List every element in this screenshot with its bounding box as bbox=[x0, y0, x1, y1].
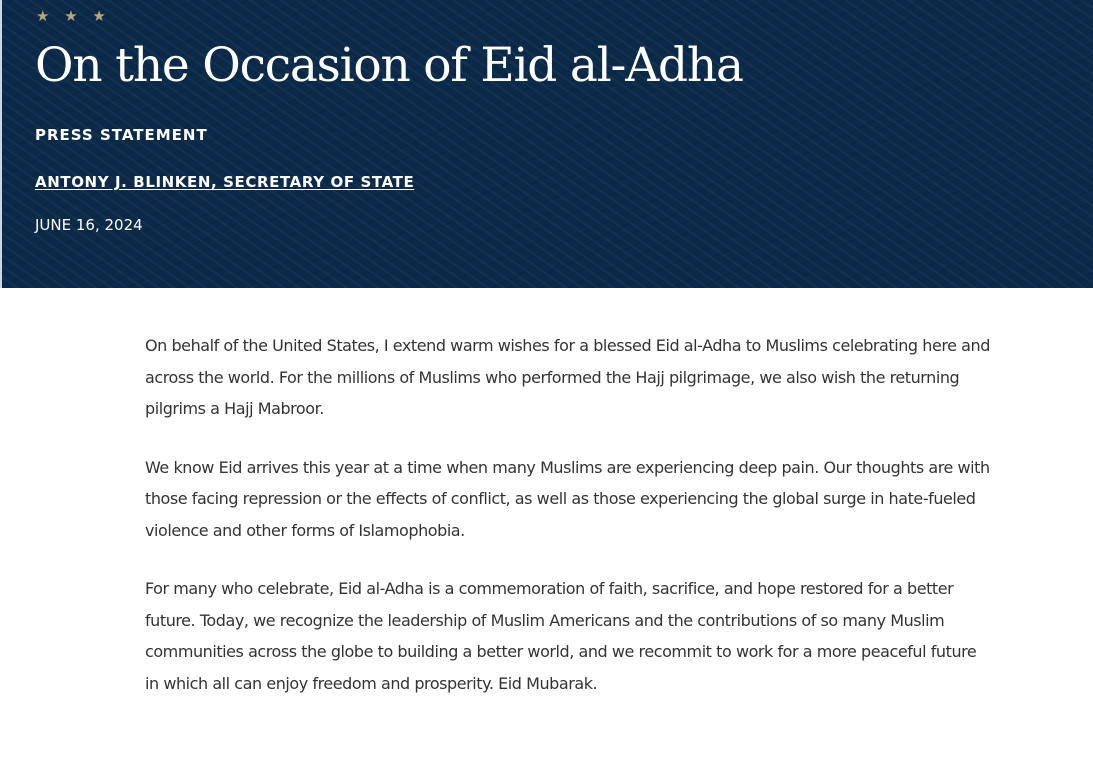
article-header-banner bbox=[0, 0, 1093, 288]
article-paragraph: For many who celebrate, Eid al-Adha is a commemoration of faith, sacrifice, and hope restored for a better future. Today, we recognize the leadership of Muslim Americans and the contributions of so many Muslim communities across the globe to building a better world, and we recommit to work for a more peaceful future in which all can enjoy freedom and prosperity. Eid Mubarak. bbox=[145, 579, 977, 693]
article-type-label: PRESS STATEMENT bbox=[35, 126, 208, 144]
publish-date: JUNE 16, 2024 bbox=[35, 216, 143, 234]
author-link[interactable]: ANTONY J. BLINKEN, SECRETARY OF STATE bbox=[35, 173, 415, 191]
article-paragraph: We know Eid arrives this year at a time when many Muslims are experiencing deep pain. Our thoughts are with those facing repression or the effects of conflict, as well as those experiencing the global surge in hate-fueled violence and other forms of Islamophobia. bbox=[145, 457, 990, 540]
page-title: On the Occasion of Eid al-Adha bbox=[35, 38, 743, 93]
banner-left-rule bbox=[0, 0, 2, 288]
article-body bbox=[145, 330, 993, 726]
article-paragraph: On behalf of the United States, I extend warm wishes for a blessed Eid al-Adha to Muslims celebrating here and across the world. For the millions of Muslims who performed the Hajj pilgrimage, we also wish the returning pilgrims a Hajj Mabroor. bbox=[145, 336, 990, 418]
three-stars-icon: ★ ★ ★ bbox=[36, 7, 111, 25]
